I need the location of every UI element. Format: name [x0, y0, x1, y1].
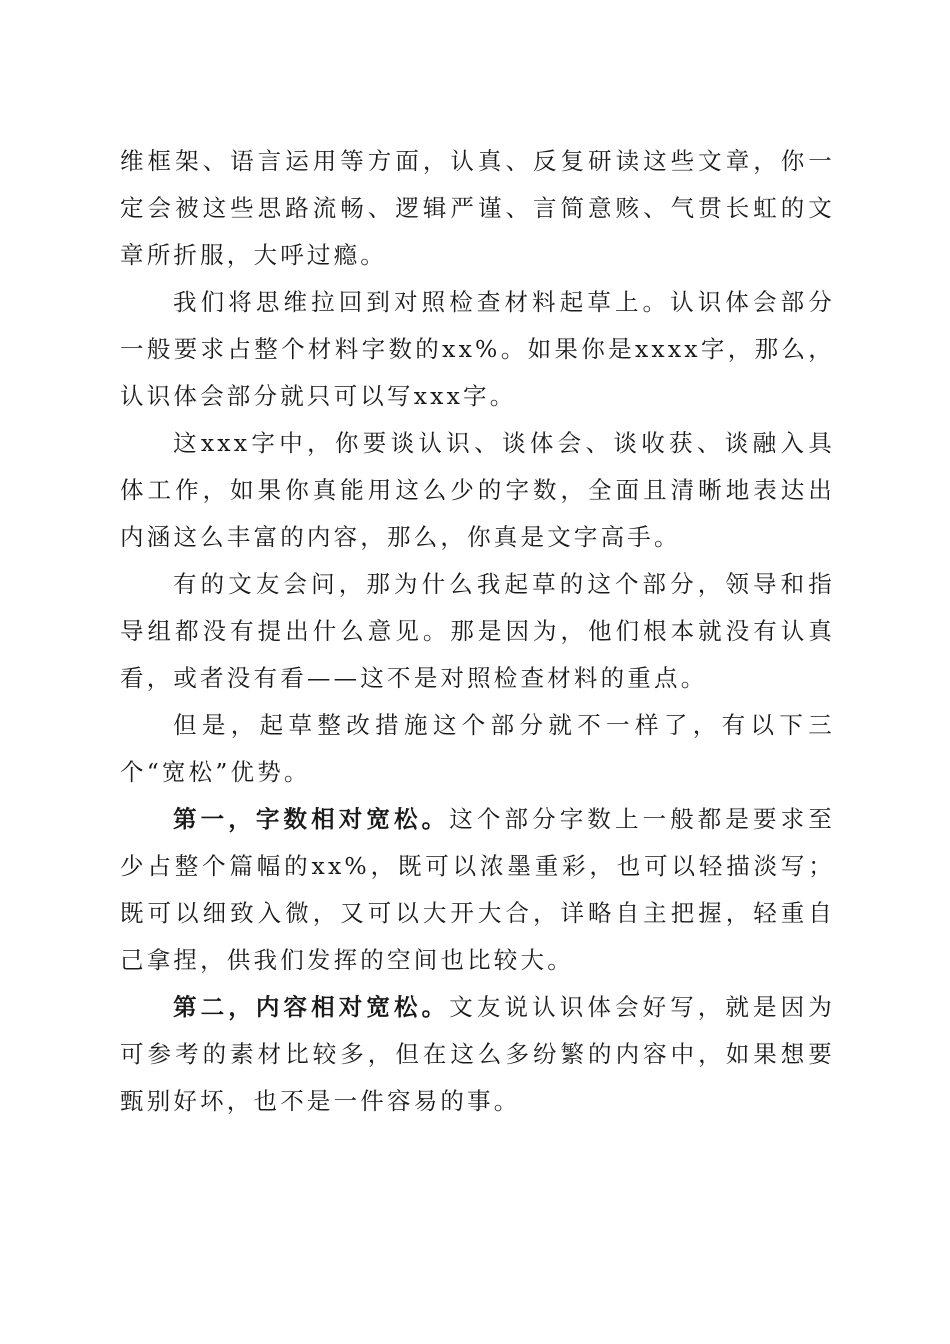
- paragraph-text: 我们将思维拉回到对照检查材料起草上。认识体会部分一般要求占整个材料字数的xx%。如果你是xxxx字，那么，认识体会部分就只可以写xxx字。: [120, 288, 835, 410]
- paragraph-lead-heading: 第一，字数相对宽松。: [173, 805, 450, 833]
- paragraph-advantage-two: [120, 984, 835, 1125]
- paragraph-text: 这个部分字数上一般都是要求至少占整个篇幅的xx%，既可以浓墨重彩，也可以轻描淡写；既可以细致入微，又可以大开大合，详略自主把握，轻重自己拿捏，供我们发挥的空间也比较大。: [120, 805, 835, 974]
- paragraph-text: 这xxx字中，你要谈认识、谈体会、谈收获、谈融入具体工作，如果你真能用这么少的字数，全面且清晰地表达出内涵这么丰富的内容，那么，你真是文字高手。: [120, 429, 835, 551]
- paragraph-advantage-one: [120, 796, 835, 984]
- paragraph-word-count: [120, 279, 835, 420]
- paragraph-content-scope: [120, 420, 835, 561]
- paragraph-reader-question: [120, 561, 835, 702]
- paragraph-continuation: [120, 138, 835, 279]
- document-body: [120, 138, 835, 1125]
- paragraph-text: 有的文友会问，那为什么我起草的这个部分，领导和指导组都没有提出什么意见。那是因为，他们根本就没有认真看，或者没有看——这不是对照检查材料的重点。: [120, 570, 835, 692]
- paragraph-text: 维框架、语言运用等方面，认真、反复研读这些文章，你一定会被这些思路流畅、逻辑严谨、言简意赅、气贯长虹的文章所折服，大呼过瘾。: [120, 147, 835, 269]
- paragraph-advantages-intro: [120, 702, 835, 796]
- paragraph-text: 文友说认识体会好写，就是因为可参考的素材比较多，但在这么多纷繁的内容中，如果想要甄别好坏，也不是一件容易的事。: [120, 993, 835, 1115]
- paragraph-lead-heading: 第二，内容相对宽松。: [173, 993, 450, 1021]
- paragraph-text: 但是，起草整改措施这个部分就不一样了，有以下三个“宽松”优势。: [120, 711, 835, 786]
